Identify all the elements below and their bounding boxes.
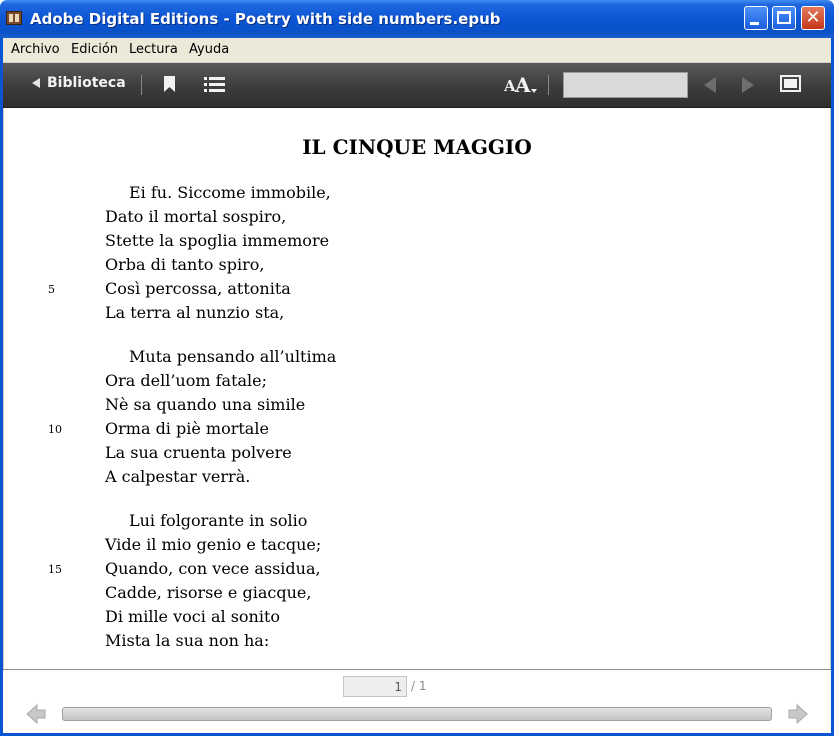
poem-line: Orma di piè mortale [105,419,269,438]
poem-line: Lui folgorante in solio [129,511,308,530]
poem-line: Nè sa quando una simile [105,395,306,414]
maximize-button[interactable] [772,6,796,30]
page-total: / 1 [411,679,427,693]
close-icon: ✕ [805,7,821,28]
reader-toolbar [0,63,834,108]
library-label: Biblioteca [47,75,126,91]
poem-line: Dato il mortal sospiro, [105,207,287,226]
maximize-icon [777,11,791,24]
close-button[interactable] [801,6,825,30]
scroll-left-arrow-icon[interactable] [25,703,47,725]
poem-line: A calpestar verrà. [105,467,251,486]
window-title: Adobe Digital Editions - Poetry with side numbers.epub [30,10,501,28]
next-page-icon[interactable] [742,77,754,93]
page-navigation-footer [0,669,834,736]
poem-line: Orba di tanto spiro, [105,255,265,274]
bookmark-icon[interactable] [164,76,175,92]
menu-lectura[interactable]: Lectura [129,42,178,57]
poem-line: Di mille voci al sonito [105,607,281,626]
title-bar [0,0,834,38]
menu-ayuda[interactable]: Ayuda [189,42,230,57]
menu-archivo[interactable]: Archivo [11,42,60,57]
menu-bar [0,38,834,63]
scroll-right-arrow-icon[interactable] [787,703,809,725]
poem-line: Ora dell’uom fatale; [105,371,268,390]
poem-line: Mista la sua non ha: [105,631,270,650]
minimize-button[interactable] [744,6,768,30]
menu-edicion[interactable]: Edición [71,42,119,57]
poem-line: Così percossa, attonita [105,279,291,298]
font-size-small-a: A [504,77,516,95]
dropdown-triangle-icon [531,89,537,93]
table-of-contents-icon[interactable] [204,77,225,92]
poem-line: Vide il mio genio e tacque; [105,535,322,554]
font-size-large-a: A [515,73,531,97]
back-arrow-icon [32,78,40,88]
window-frame-left [0,38,3,736]
poem-line: Stette la spoglia immemore [105,231,330,250]
poem-line: La terra al nunzio sta, [105,303,285,322]
poem-line: Muta pensando all’ultima [129,347,337,366]
line-number: 5 [48,283,55,296]
toolbar-divider [548,75,549,95]
page-number-input[interactable] [343,676,407,697]
poem-line: Quando, con vece assidua, [105,559,321,578]
page-scrollbar[interactable] [62,707,772,721]
previous-page-icon[interactable] [704,77,716,93]
reading-pane[interactable] [3,108,831,669]
line-number: 10 [48,423,62,436]
fullscreen-icon[interactable] [780,75,801,92]
app-book-icon[interactable] [6,11,22,25]
search-input[interactable] [563,72,688,98]
poem-line: Cadde, risorse e giacque, [105,583,312,602]
poem-line: Ei fu. Siccome immobile, [129,183,331,202]
line-number: 15 [48,563,62,576]
poem-title: IL CINQUE MAGGIO [302,135,532,159]
font-size-button[interactable] [504,73,540,97]
poem-line: La sua cruenta polvere [105,443,292,462]
minimize-icon [750,22,759,25]
toolbar-divider [141,75,142,95]
